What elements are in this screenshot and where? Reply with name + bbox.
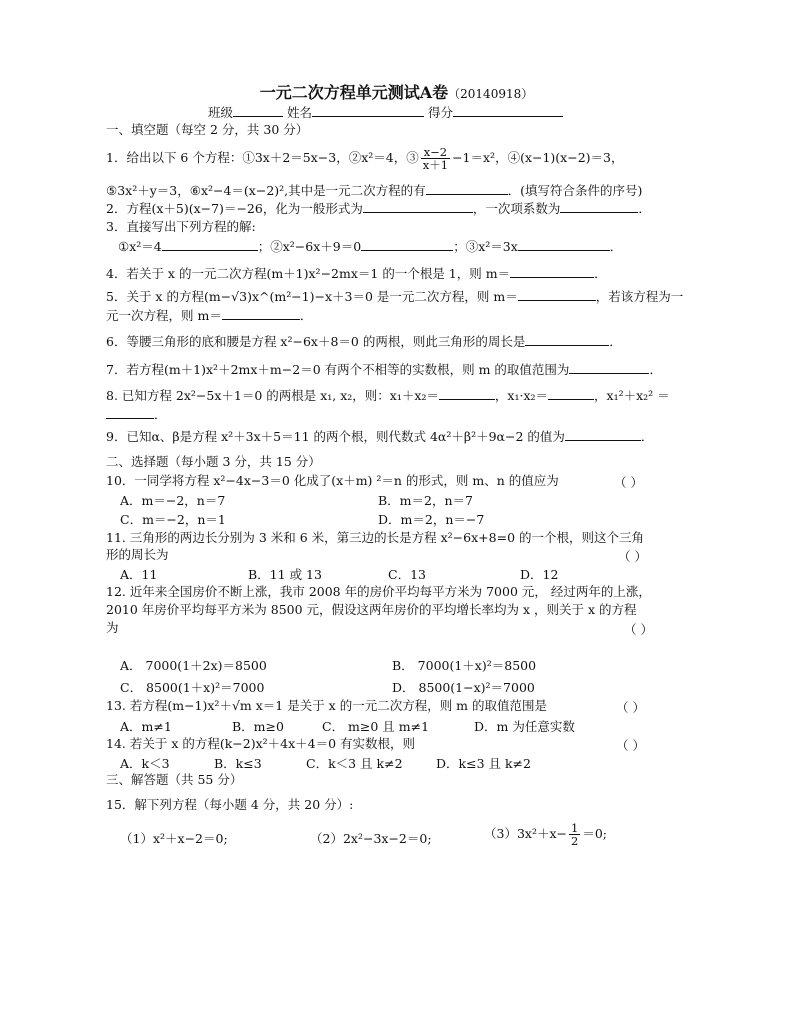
q12-option-b[interactable]: B． 7000(1＋x)²＝8500 [392, 658, 537, 673]
q13-option-b[interactable]: B．m≥0 [232, 719, 284, 734]
question-15: 15．解下列方程（每小题 4 分，共 20 分）: [106, 797, 354, 812]
q15-part-1: （1）x²＋x−2＝0; [120, 831, 228, 846]
class-blank[interactable] [233, 104, 283, 117]
q15-part-3: （3）3x²＋x− $\frac{1}{2}$ ＝0; [484, 821, 607, 848]
q15-part-2: （2）2x²−3x−2＝0; [310, 831, 432, 846]
question-10: 10．一同学将方程 x²−4x−3＝0 化成了(x＋m) ²＝n 的形式，则 m、n 的值应为 [106, 473, 559, 488]
answer-paren[interactable]: （ ） [616, 738, 645, 753]
q13-option-d[interactable]: D．m 为任意实数 [474, 719, 575, 734]
score-blank[interactable] [453, 104, 563, 117]
q10-option-b[interactable]: B．m＝2，n＝7 [378, 493, 473, 508]
q12-option-d[interactable]: D． 8500(1−x)²＝7000 [392, 680, 535, 695]
answer-blank[interactable] [106, 406, 154, 419]
q11-option-c[interactable]: C．13 [388, 567, 426, 582]
q10-option-d[interactable]: D．m＝2，n＝−7 [378, 512, 485, 527]
answer-blank[interactable] [525, 333, 609, 346]
answer-blank[interactable] [439, 387, 495, 400]
answer-blank[interactable] [162, 238, 258, 251]
answer-paren[interactable]: （ ） [616, 700, 645, 715]
question-12-line2: 2010 年房价平均每平方米为 8500 元，假设这两年房价的平均增长率均为 x ，则关于 x 的方程 [106, 602, 637, 617]
question-8: 8. 已知方程 2x²−5x＋1＝0 的两根是 x₁, x₂，则：x₁＋x₂＝ ，x₁·x₂＝ ，x₁²＋x₂² ＝ [106, 388, 670, 403]
answer-paren[interactable]: （ ） [624, 622, 653, 637]
question-1-cont: ⑤3x²＋y＝3，⑥x²−4＝(x−2)²,其中是一元二次方程的有 ．(填写符合条件的序号) [106, 183, 643, 198]
answer-paren[interactable]: （ ） [614, 475, 643, 490]
section-fill-blank-heading: 一、填空题（每空 2 分，共 30 分） [106, 122, 309, 137]
q14-option-d[interactable]: D．k≤3 且 k≠2 [436, 756, 531, 771]
q15-3-fraction: $\frac{1}{2}$ [571, 821, 579, 848]
page-title: 一元二次方程单元测试A卷（20140918） [259, 83, 534, 102]
answer-blank[interactable] [548, 387, 594, 400]
question-6: 6．等腰三角形的底和腰是方程 x²−6x＋8＝0 的两根，则此三角形的周长是 ． [106, 334, 622, 349]
q11-option-a[interactable]: A．11 [120, 567, 158, 582]
answer-blank[interactable] [426, 182, 508, 195]
question-12: 12. 近年来全国房价不断上涨，我市 2008 年的房价平均每平方米为 7000 元， 经过两年的上涨， [106, 584, 651, 599]
question-12-line3: 为 [106, 620, 119, 635]
answer-blank[interactable] [222, 307, 300, 320]
question-2: 2．方程(x＋5)(x−7)＝−26，化为一般形式为 ，一次项系数为 ． [106, 201, 651, 216]
question-5: 5．关于 x 的方程(m−√3)x^(m²−1)−x＋3＝0 是一元二次方程，则 m＝ ，若该方程为一 [106, 289, 684, 304]
question-3-answers: ①x²＝4 ；②x²−6x＋9＝0 ；③x²＝3x ． [118, 239, 623, 254]
answer-blank[interactable] [363, 200, 473, 213]
q14-option-a[interactable]: A．k＜3 [120, 756, 170, 771]
question-5-cont: 元一次方程，则 m＝ ． [106, 308, 313, 323]
answer-blank[interactable] [518, 238, 610, 251]
name-blank[interactable] [312, 104, 424, 117]
question-7: 7．若方程(m＋1)x²＋2mx＋m−2＝0 有两个不相等的实数根，则 m 的取值范围为 ． [106, 362, 662, 377]
answer-blank[interactable] [569, 361, 649, 374]
q14-option-c[interactable]: C．k＜3 且 k≠2 [306, 756, 403, 771]
q12-option-c[interactable]: C． 8500(1＋x)²＝7000 [120, 680, 265, 695]
q11-option-d[interactable]: D．12 [520, 567, 559, 582]
answer-paren[interactable]: （ ） [618, 549, 647, 564]
q1-fraction: $\frac{x-2}{x+1}$ [422, 145, 449, 172]
question-11-cont: 形的周长为 [106, 547, 169, 562]
question-11: 11. 三角形的两边长分别为 3 米和 6 米，第三边的长是方程 x²−6x+8=0 的一个根，则这个三角 [106, 530, 644, 545]
q13-option-a[interactable]: A．m≠1 [120, 719, 172, 734]
q14-option-b[interactable]: B．k≤3 [214, 756, 262, 771]
answer-blank[interactable] [361, 238, 453, 251]
q13-option-c[interactable]: C． m≥0 且 m≠1 [322, 719, 430, 734]
question-14: 14. 若关于 x 的方程(k−2)x²＋4x＋4＝0 有实数根，则 [106, 736, 416, 751]
answer-blank[interactable] [565, 428, 641, 441]
question-13: 13. 若方程(m−1)x²＋√m x＝1 是关于 x 的一元二次方程，则 m 的取值范围是 [106, 698, 548, 713]
q11-option-b[interactable]: B．11 或 13 [248, 567, 322, 582]
q10-option-c[interactable]: C．m＝−2，n＝1 [120, 512, 226, 527]
question-9: 9．已知α、β是方程 x²＋3x＋5＝11 的两个根，则代数式 4α²＋β²＋9α−2 的值为 ． [106, 429, 654, 444]
question-1: 1．给出以下 6 个方程：①3x＋2＝5x−3，②x²＝4，③ $\frac{x-2}{x+1}$ −1＝x²，④(x−1)(x−2)＝3， [106, 145, 624, 172]
section-answer-heading: 三、解答题（共 55 分） [106, 772, 243, 787]
question-3: 3．直接写出下列方程的解: [106, 219, 256, 234]
answer-blank[interactable] [560, 200, 638, 213]
student-info-row: 班级 姓名 得分 [208, 104, 563, 121]
section-choice-heading: 二、选择题（每小题 3 分，共 15 分） [106, 454, 321, 469]
q12-option-a[interactable]: A． 7000(1＋2x)＝8500 [120, 658, 267, 673]
answer-blank[interactable] [518, 288, 596, 301]
question-8-cont: ． [106, 406, 167, 423]
answer-blank[interactable] [510, 265, 594, 278]
q10-option-a[interactable]: A．m＝−2，n＝7 [120, 493, 226, 508]
question-4: 4．若关于 x 的一元二次方程(m＋1)x²−2mx＝1 的一个根是 1，则 m＝ ． [106, 266, 607, 281]
